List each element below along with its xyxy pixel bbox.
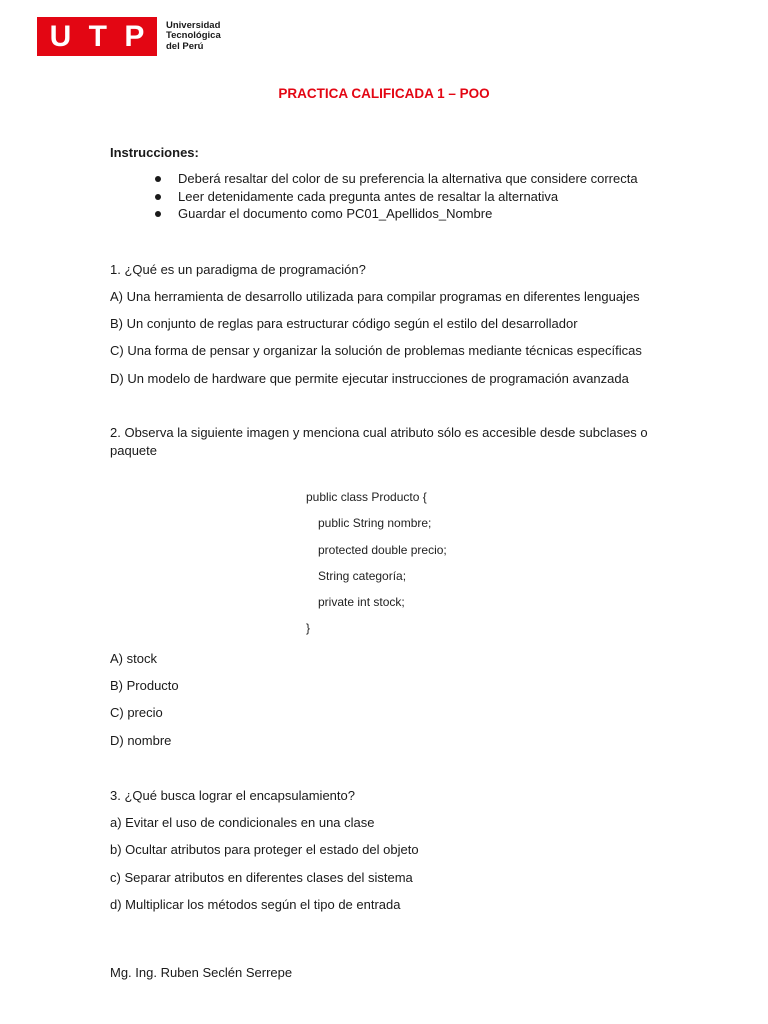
q2-option-a: A) stock bbox=[110, 651, 157, 666]
q3-option-d: d) Multiplicar los métodos según el tipo de entrada bbox=[110, 897, 401, 912]
question-1: 1. ¿Qué es un paradigma de programación? bbox=[110, 262, 366, 277]
question-2: 2. Observa la siguiente imagen y menciona cual atributo sólo es accesible desde subclases o paquete bbox=[110, 425, 648, 458]
q2-option-c: C) precio bbox=[110, 705, 163, 720]
author-signature: Mg. Ing. Ruben Seclén Serrepe bbox=[110, 965, 293, 980]
q1-option-d: D) Un modelo de hardware que permite ejecutar instrucciones de programación avanzada bbox=[110, 371, 629, 386]
q1-option-a: A) Una herramienta de desarrollo utilizada para compilar programas en diferentes lenguajes bbox=[110, 289, 640, 304]
code-line: private int stock; bbox=[318, 595, 405, 610]
q1-option-c: C) Una forma de pensar y organizar la solución de problemas mediante técnicas específicas bbox=[110, 343, 642, 358]
instruction-item: Guardar el documento como PC01_Apellidos_Nombre bbox=[153, 205, 638, 223]
instructions-list bbox=[153, 170, 638, 223]
code-line: } bbox=[306, 621, 311, 636]
logo-letter-u: U bbox=[49, 20, 72, 53]
q3-option-b: b) Ocultar atributos para proteger el estado del objeto bbox=[110, 842, 419, 857]
code-line: public String nombre; bbox=[318, 516, 432, 531]
code-line: String categoría; bbox=[318, 568, 407, 583]
q1-option-b: B) Un conjunto de reglas para estructurar código según el estilo del desarrollador bbox=[110, 316, 578, 331]
q2-option-b: B) Producto bbox=[110, 678, 179, 693]
question-3: 3. ¿Qué busca lograr el encapsulamiento? bbox=[110, 788, 355, 803]
document-title: PRACTICA CALIFICADA 1 – POO bbox=[278, 86, 490, 101]
instruction-item: Deberá resaltar del color de su preferencia la alternativa que considere correcta bbox=[153, 170, 638, 188]
instructions-heading: Instrucciones: bbox=[110, 145, 199, 160]
logo-name-line-2: Tecnológica bbox=[166, 30, 221, 42]
logo-name-line-3: del Perú bbox=[166, 40, 204, 52]
logo-university-name bbox=[166, 21, 224, 53]
code-line: public class Producto { bbox=[306, 490, 427, 504]
q3-option-a: a) Evitar el uso de condicionales en una clase bbox=[110, 815, 375, 830]
instruction-item: Leer detenidamente cada pregunta antes de resaltar la alternativa bbox=[153, 188, 638, 206]
code-snippet-image bbox=[306, 487, 447, 645]
logo-letter-p: P bbox=[124, 20, 145, 53]
code-line: protected double precio; bbox=[318, 542, 447, 557]
utp-logo bbox=[37, 17, 224, 56]
logo-name-line-1: Universidad bbox=[166, 20, 221, 31]
utp-logo-mark bbox=[37, 17, 157, 56]
q2-option-d: D) nombre bbox=[110, 733, 172, 748]
q3-option-c: c) Separar atributos en diferentes clases del sistema bbox=[110, 870, 413, 885]
logo-letter-t: T bbox=[88, 20, 107, 53]
